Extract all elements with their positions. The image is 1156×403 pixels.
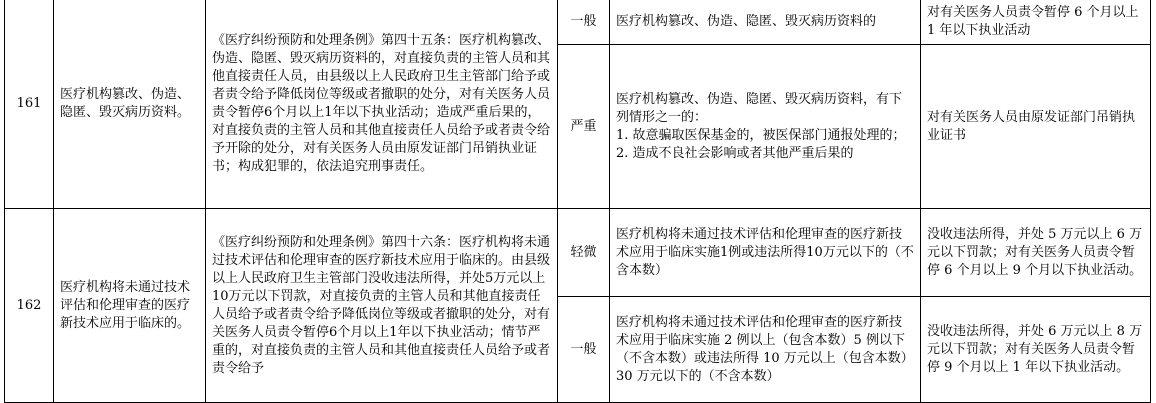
- legal-basis: 《医疗纠纷预防和处理条例》第四十六条：医疗机构将未通过技术评估和伦理审查的医疗新技术应用于临床的。由县级以上人民政府卫生主管部门没收违法所得，并处5万元以上10万元以下罚款，对直接负责的主管人员和其他直接责任人员给予或者责令给予降低岗位等级或者撤职的处分，对有关医务人员责令暂停6个月以上1年以下执业活动；情节严重的，对直接负责的主管人员和其他直接责任人员给予或者责令给予: [206, 209, 558, 403]
- situation-cell: [610, 45, 921, 209]
- table-row: [5, 209, 1151, 297]
- situation-text: 医疗机构将未通过技术评估和伦理审查的医疗新技术应用于临床实施1例或违法所得10万元以下的（不含本数）: [616, 226, 914, 278]
- penalty-cell: 对有关医务人员责令暂停 6 个月以上 1 年以下执业活动: [921, 0, 1151, 45]
- violation-item: 医疗机构将未通过技术评估和伦理审查的医疗新技术应用于临床的。: [54, 209, 206, 403]
- situation-text: 医疗机构篡改、伪造、隐匿、毁灭病历资料，有下列情形之一的：: [616, 91, 903, 125]
- severity-level: 一般: [558, 0, 610, 45]
- situation-cell: [610, 209, 921, 297]
- situation-text: 1. 故意骗取医保基金的，被医保部门通报处理的；: [616, 127, 906, 143]
- situation-cell: [610, 0, 921, 45]
- situation-text: 2. 造成不良社会影响或者其他严重后果的: [616, 145, 854, 161]
- penalty-table: [4, 0, 1151, 403]
- violation-item: 医疗机构篡改、伪造、隐匿、毁灭病历资料。: [54, 0, 206, 209]
- table-row: [5, 0, 1151, 45]
- severity-level: 严重: [558, 45, 610, 209]
- penalty-cell: 没收违法所得，并处 5 万元以上 6 万元以下罚款；对有关医务人员责令暂停 6 个月以上 9 个月以下执业活动。: [921, 209, 1151, 297]
- situation-cell: [610, 297, 921, 403]
- severity-level: 一般: [558, 297, 610, 403]
- row-index: 161: [5, 0, 54, 209]
- situation-text: 医疗机构篡改、伪造、隐匿、毁灭病历资料的: [616, 14, 877, 29]
- severity-level: 轻微: [558, 209, 610, 297]
- penalty-cell: 对有关医务人员由原发证部门吊销执业证书: [921, 45, 1151, 209]
- situation-text: 医疗机构将未通过技术评估和伦理审查的医疗新技术应用于临床实施 2 例以上（包含本数）5 例以下（不含本数）或违法所得 10 万元以上（包含本数）30 万元以下的（不含本数）: [616, 314, 914, 384]
- penalty-cell: 没收违法所得，并处 6 万元以上 8 万元以下罚款；对有关医务人员责令暂停 9 个月以上 1 年以下执业活动。: [921, 297, 1151, 403]
- legal-basis: 《医疗纠纷预防和处理条例》第四十五条：医疗机构篡改、伪造、隐匿、毁灭病历资料的，对直接负责的主管人员和其他直接责任人员，由县级以上人民政府卫生主管部门给予或者责令给予降低岗位等级或者撤职的处分，对有关医务人员责令暂停6个月以上1年以下执业活动；造成严重后果的，对直接负责的主管人员和其他直接责任人员给予或者责令给予开除的处分，对有关医务人员由原发证部门吊销执业证书；构成犯罪的，依法追究刑事责任。: [206, 0, 558, 209]
- row-index: 162: [5, 209, 54, 403]
